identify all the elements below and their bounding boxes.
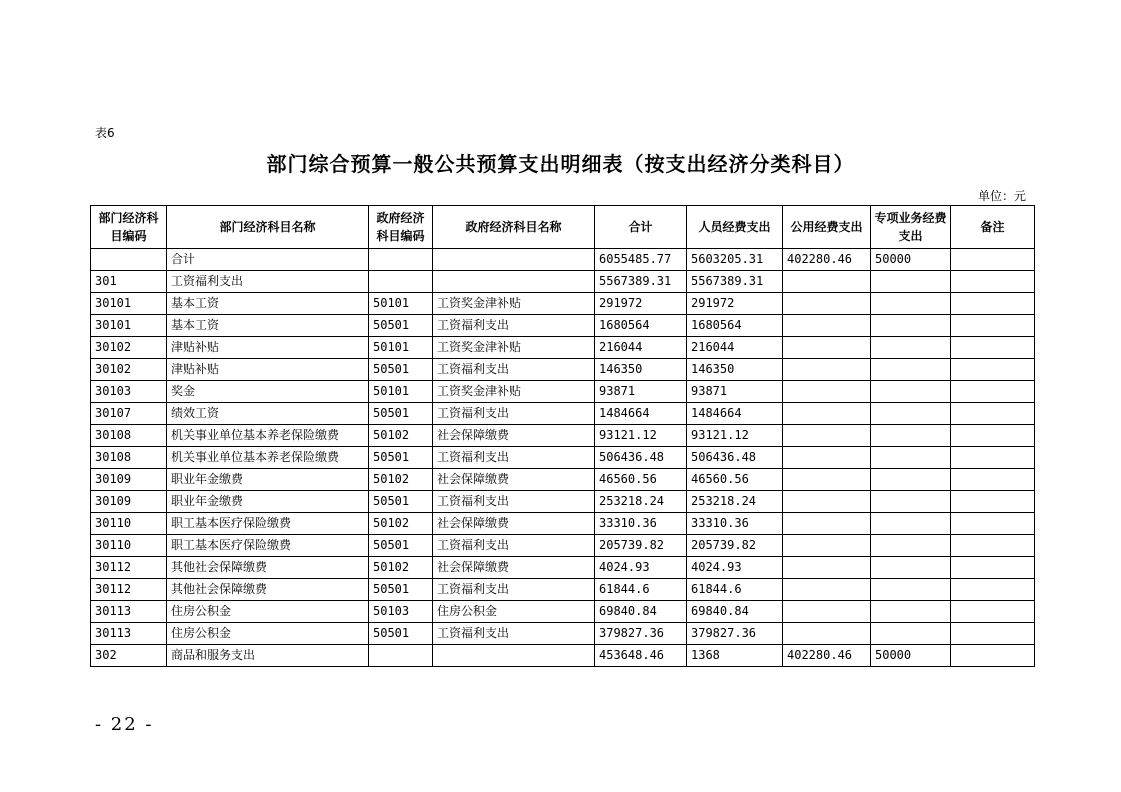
cell-gov-name: 工资福利支出: [433, 403, 595, 425]
cell-dept-name: 职工基本医疗保险缴费: [167, 513, 369, 535]
table-row: [91, 491, 1035, 513]
cell-special: 50000: [871, 645, 951, 667]
cell-dept-name: 津贴补贴: [167, 359, 369, 381]
table-row: [91, 535, 1035, 557]
cell-public: [783, 315, 871, 337]
cell-special: [871, 381, 951, 403]
table-row: [91, 337, 1035, 359]
table-number-label: 表6: [95, 126, 115, 140]
cell-note: [951, 447, 1035, 469]
cell-dept-name: 奖金: [167, 381, 369, 403]
cell-gov-code: 50501: [369, 315, 433, 337]
cell-special: [871, 271, 951, 293]
header-row: [91, 206, 1035, 249]
cell-dept-name: 工资福利支出: [167, 271, 369, 293]
header-total: 合计: [595, 206, 687, 249]
table-row: [91, 447, 1035, 469]
cell-special: [871, 601, 951, 623]
cell-gov-code: 50102: [369, 557, 433, 579]
cell-public: [783, 579, 871, 601]
header-special: 专项业务经费支出: [871, 206, 951, 249]
cell-total: 1484664: [595, 403, 687, 425]
cell-note: [951, 359, 1035, 381]
cell-dept-name: 机关事业单位基本养老保险缴费: [167, 447, 369, 469]
cell-dept-name: 机关事业单位基本养老保险缴费: [167, 425, 369, 447]
cell-gov-code: 50501: [369, 447, 433, 469]
cell-dept-code: 30112: [91, 579, 167, 601]
header-dept-name: 部门经济科目名称: [167, 206, 369, 249]
cell-special: [871, 513, 951, 535]
cell-dept-name: 职工基本医疗保险缴费: [167, 535, 369, 557]
cell-dept-name: 职业年金缴费: [167, 491, 369, 513]
cell-dept-code: 30112: [91, 557, 167, 579]
cell-total: 6055485.77: [595, 249, 687, 271]
cell-special: [871, 315, 951, 337]
cell-note: [951, 579, 1035, 601]
cell-dept-code: 30109: [91, 491, 167, 513]
cell-total: 146350: [595, 359, 687, 381]
cell-public: 402280.46: [783, 645, 871, 667]
cell-special: [871, 293, 951, 315]
cell-public: [783, 601, 871, 623]
cell-special: [871, 579, 951, 601]
cell-gov-name: [433, 249, 595, 271]
cell-dept-name: 基本工资: [167, 315, 369, 337]
cell-special: [871, 337, 951, 359]
cell-special: [871, 623, 951, 645]
cell-personnel: 1368: [687, 645, 783, 667]
cell-gov-name: [433, 645, 595, 667]
cell-gov-name: 工资福利支出: [433, 535, 595, 557]
cell-gov-code: [369, 249, 433, 271]
table-row: [91, 293, 1035, 315]
cell-personnel: 5603205.31: [687, 249, 783, 271]
table-row: [91, 315, 1035, 337]
cell-public: [783, 403, 871, 425]
cell-public: [783, 623, 871, 645]
table-row: [91, 645, 1035, 667]
table-row: [91, 359, 1035, 381]
header-gov-code: 政府经济科目编码: [369, 206, 433, 249]
table-body: [91, 249, 1035, 667]
cell-total: 379827.36: [595, 623, 687, 645]
cell-gov-name: 工资福利支出: [433, 315, 595, 337]
cell-gov-code: 50101: [369, 293, 433, 315]
cell-public: [783, 293, 871, 315]
cell-total: 216044: [595, 337, 687, 359]
cell-dept-name: 基本工资: [167, 293, 369, 315]
cell-dept-name: 合计: [167, 249, 369, 271]
cell-personnel: 205739.82: [687, 535, 783, 557]
table-row: [91, 579, 1035, 601]
cell-total: 46560.56: [595, 469, 687, 491]
cell-dept-code: 30101: [91, 293, 167, 315]
cell-special: [871, 469, 951, 491]
cell-note: [951, 403, 1035, 425]
cell-special: 50000: [871, 249, 951, 271]
cell-dept-code: 30101: [91, 315, 167, 337]
cell-personnel: 146350: [687, 359, 783, 381]
cell-note: [951, 381, 1035, 403]
cell-note: [951, 513, 1035, 535]
cell-gov-code: 50501: [369, 403, 433, 425]
cell-gov-name: 工资奖金津补贴: [433, 337, 595, 359]
table-row: [91, 425, 1035, 447]
cell-personnel: 379827.36: [687, 623, 783, 645]
cell-total: 69840.84: [595, 601, 687, 623]
cell-gov-code: 50501: [369, 623, 433, 645]
cell-public: [783, 381, 871, 403]
cell-personnel: 253218.24: [687, 491, 783, 513]
cell-gov-code: 50501: [369, 491, 433, 513]
header-personnel: 人员经费支出: [687, 206, 783, 249]
cell-personnel: 5567389.31: [687, 271, 783, 293]
cell-total: 33310.36: [595, 513, 687, 535]
cell-note: [951, 645, 1035, 667]
cell-total: 205739.82: [595, 535, 687, 557]
cell-public: [783, 513, 871, 535]
table-header: [91, 206, 1035, 249]
budget-detail-table: [90, 205, 1035, 667]
cell-gov-name: 工资福利支出: [433, 579, 595, 601]
cell-note: [951, 469, 1035, 491]
cell-dept-code: 30102: [91, 337, 167, 359]
cell-note: [951, 535, 1035, 557]
cell-dept-name: 其他社会保障缴费: [167, 579, 369, 601]
cell-dept-name: 绩效工资: [167, 403, 369, 425]
cell-total: 61844.6: [595, 579, 687, 601]
cell-dept-code: 30110: [91, 513, 167, 535]
table-row: [91, 601, 1035, 623]
table-row: [91, 513, 1035, 535]
cell-public: [783, 337, 871, 359]
cell-total: 253218.24: [595, 491, 687, 513]
cell-personnel: 93121.12: [687, 425, 783, 447]
cell-dept-code: 30109: [91, 469, 167, 491]
cell-note: [951, 337, 1035, 359]
cell-total: 506436.48: [595, 447, 687, 469]
header-note: 备注: [951, 206, 1035, 249]
cell-gov-name: 社会保障缴费: [433, 425, 595, 447]
cell-gov-name: 工资奖金津补贴: [433, 381, 595, 403]
cell-total: 1680564: [595, 315, 687, 337]
cell-gov-name: 社会保障缴费: [433, 557, 595, 579]
cell-public: [783, 359, 871, 381]
cell-gov-code: 50103: [369, 601, 433, 623]
cell-gov-name: 工资福利支出: [433, 491, 595, 513]
cell-gov-code: 50501: [369, 579, 433, 601]
cell-dept-code: [91, 249, 167, 271]
cell-total: 93121.12: [595, 425, 687, 447]
cell-gov-name: [433, 271, 595, 293]
cell-special: [871, 491, 951, 513]
cell-public: [783, 491, 871, 513]
cell-personnel: 93871: [687, 381, 783, 403]
cell-dept-name: 住房公积金: [167, 623, 369, 645]
cell-gov-code: [369, 271, 433, 293]
cell-total: 5567389.31: [595, 271, 687, 293]
cell-total: 4024.93: [595, 557, 687, 579]
cell-public: [783, 447, 871, 469]
table-row: [91, 249, 1035, 271]
table-row: [91, 557, 1035, 579]
cell-gov-name: 工资奖金津补贴: [433, 293, 595, 315]
cell-gov-name: 工资福利支出: [433, 359, 595, 381]
cell-note: [951, 271, 1035, 293]
header-dept-code: 部门经济科目编码: [91, 206, 167, 249]
cell-special: [871, 403, 951, 425]
table-row: [91, 271, 1035, 293]
cell-public: [783, 271, 871, 293]
cell-dept-code: 30113: [91, 601, 167, 623]
cell-gov-code: 50101: [369, 337, 433, 359]
cell-dept-name: 住房公积金: [167, 601, 369, 623]
cell-special: [871, 447, 951, 469]
cell-dept-code: 30107: [91, 403, 167, 425]
cell-gov-code: 50101: [369, 381, 433, 403]
unit-label: 单位：元: [977, 189, 1026, 203]
cell-gov-name: 社会保障缴费: [433, 469, 595, 491]
table-row: [91, 623, 1035, 645]
cell-gov-code: [369, 645, 433, 667]
table-row: [91, 469, 1035, 491]
cell-note: [951, 601, 1035, 623]
cell-total: 453648.46: [595, 645, 687, 667]
cell-dept-code: 30113: [91, 623, 167, 645]
cell-gov-name: 住房公积金: [433, 601, 595, 623]
cell-note: [951, 491, 1035, 513]
cell-personnel: 61844.6: [687, 579, 783, 601]
cell-public: [783, 425, 871, 447]
cell-dept-name: 其他社会保障缴费: [167, 557, 369, 579]
table-row: [91, 403, 1035, 425]
cell-public: [783, 557, 871, 579]
cell-gov-name: 工资福利支出: [433, 623, 595, 645]
cell-special: [871, 535, 951, 557]
cell-dept-name: 津贴补贴: [167, 337, 369, 359]
cell-personnel: 1484664: [687, 403, 783, 425]
cell-gov-code: 50102: [369, 425, 433, 447]
cell-personnel: 69840.84: [687, 601, 783, 623]
cell-total: 291972: [595, 293, 687, 315]
cell-note: [951, 249, 1035, 271]
cell-personnel: 291972: [687, 293, 783, 315]
cell-personnel: 46560.56: [687, 469, 783, 491]
cell-dept-name: 商品和服务支出: [167, 645, 369, 667]
cell-gov-name: 工资福利支出: [433, 447, 595, 469]
cell-personnel: 506436.48: [687, 447, 783, 469]
header-gov-name: 政府经济科目名称: [433, 206, 595, 249]
cell-dept-code: 302: [91, 645, 167, 667]
cell-total: 93871: [595, 381, 687, 403]
cell-special: [871, 425, 951, 447]
cell-gov-name: 社会保障缴费: [433, 513, 595, 535]
cell-gov-code: 50102: [369, 469, 433, 491]
page-title: 部门综合预算一般公共预算支出明细表（按支出经济分类科目）: [266, 152, 855, 176]
cell-gov-code: 50501: [369, 535, 433, 557]
cell-note: [951, 425, 1035, 447]
table-row: [91, 381, 1035, 403]
cell-dept-code: 30102: [91, 359, 167, 381]
cell-dept-code: 30108: [91, 425, 167, 447]
cell-dept-code: 30108: [91, 447, 167, 469]
cell-note: [951, 623, 1035, 645]
cell-public: 402280.46: [783, 249, 871, 271]
cell-gov-code: 50102: [369, 513, 433, 535]
page-number: - 22 -: [95, 714, 154, 735]
cell-note: [951, 557, 1035, 579]
cell-personnel: 1680564: [687, 315, 783, 337]
header-public: 公用经费支出: [783, 206, 871, 249]
cell-personnel: 33310.36: [687, 513, 783, 535]
cell-note: [951, 293, 1035, 315]
cell-special: [871, 557, 951, 579]
cell-special: [871, 359, 951, 381]
cell-public: [783, 535, 871, 557]
cell-note: [951, 315, 1035, 337]
cell-public: [783, 469, 871, 491]
cell-dept-name: 职业年金缴费: [167, 469, 369, 491]
cell-gov-code: 50501: [369, 359, 433, 381]
cell-dept-code: 30103: [91, 381, 167, 403]
cell-dept-code: 301: [91, 271, 167, 293]
cell-personnel: 216044: [687, 337, 783, 359]
cell-dept-code: 30110: [91, 535, 167, 557]
cell-personnel: 4024.93: [687, 557, 783, 579]
